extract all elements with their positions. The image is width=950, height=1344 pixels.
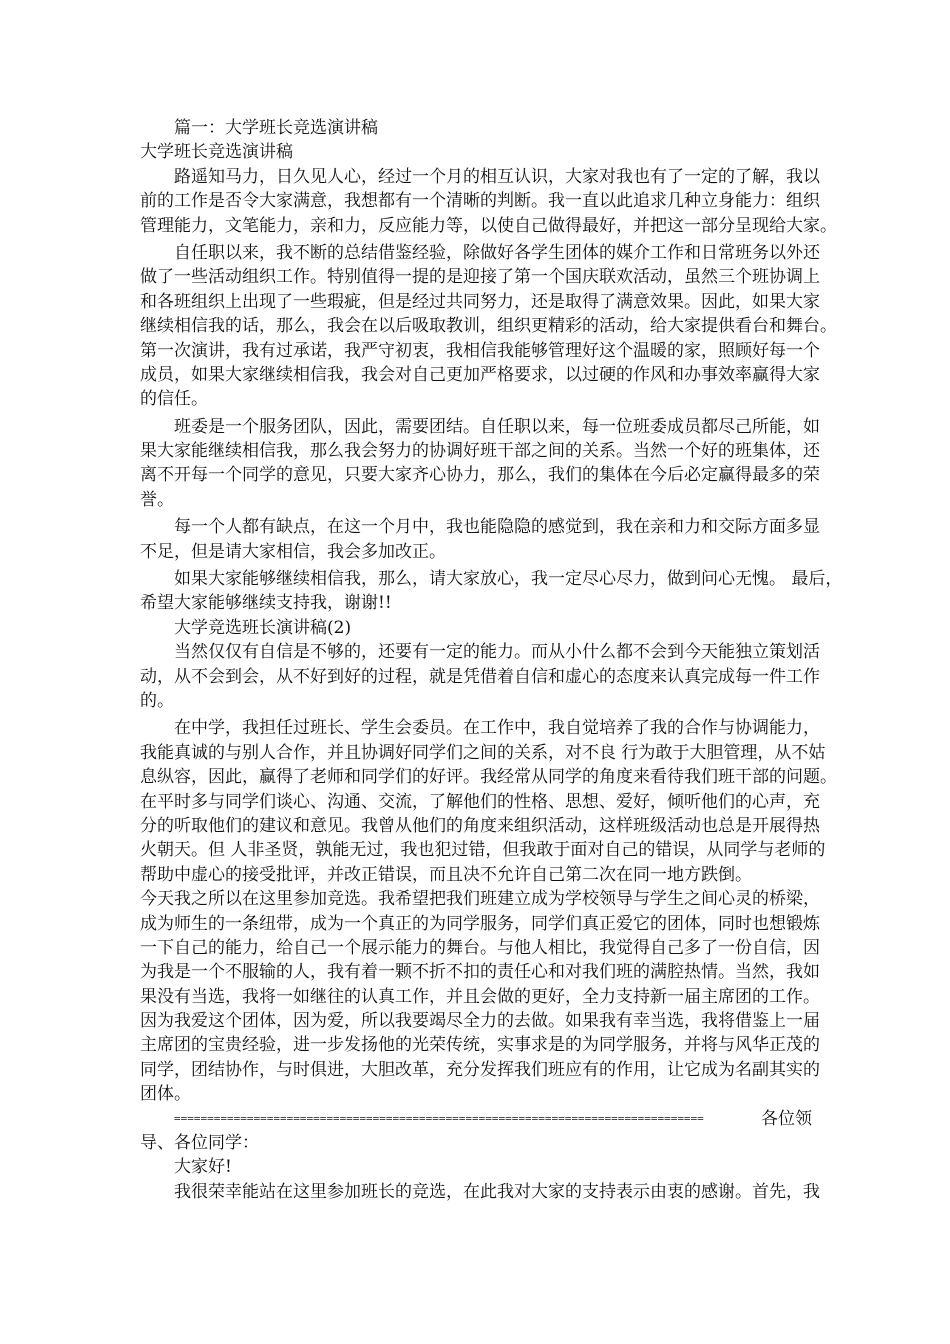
paragraph-line: 主席团的宝贵经验，进一步发扬他的光荣传统，实事求是的为同学服务，并将与风华正茂的: [140, 1035, 820, 1056]
paragraph-line: 的信任。: [140, 389, 208, 410]
paragraph-line: 为我是一个不服输的人，我有着一颗不折不扣的责任心和对我们班的满腔热情。当然，我如: [140, 962, 820, 983]
speech-title-2: 大学竞选班长演讲稿(2): [174, 617, 352, 638]
paragraph-line: 不足，但是请大家相信，我会多加改正。: [140, 541, 446, 562]
paragraph-line: 在平时多与同学们谈心、沟通、交流，了解他们的性格、思想、爱好，倾听他们的心声，充: [140, 791, 820, 812]
paragraph-line: 管理能力，文笔能力，亲和力，反应能力等，以使自己做得最好，并把这一部分呈现给大家。: [140, 215, 837, 236]
paragraph-line: 的。: [140, 690, 174, 711]
paragraph-line: 动，从不会到会，从不好到好的过程，就是凭借着自信和虚心的态度来认真完成每一件工作: [140, 666, 820, 687]
speech-title: 大学班长竞选演讲稿: [140, 142, 293, 163]
paragraph-line: 和各班组织上出现了一些瑕疵，但是经过共同努力，还是取得了满意效果。因此，如果大家: [140, 291, 820, 312]
paragraph-line: 导、各位同学：: [140, 1133, 259, 1154]
paragraph-line: 希望大家能够继续支持我，谢谢!!: [140, 593, 392, 614]
paragraph-line: 帮助中虚心的接受批评，并改正错误，而且决不允许自己第二次在同一地方跌倒。: [140, 864, 752, 885]
paragraph-line: 离不开每一个同学的意见，只要大家齐心协力，那么，我们的集体在今后必定赢得最多的荣: [140, 465, 820, 486]
paragraph-line: 成为师生的一条纽带，成为一个真正的为同学服务，同学们真正爱它的团体，同时也想锻炼: [140, 913, 820, 934]
paragraph-line: 息纵容，因此，赢得了老师和同学们的好评。我经常从同学的角度来看待我们班干部的问题。: [140, 767, 837, 788]
paragraph-line: 成员，如果大家继续相信我，我会对自己更加严格要求，以过硬的作风和办事效率赢得大家: [140, 364, 820, 385]
paragraph-line: 前的工作是否令大家满意，我想都有一个清晰的判断。我一直以此追求几种立身能力：组织: [140, 191, 820, 212]
paragraph-line: 自任职以来，我不断的总结借鉴经验，除做好各学生团体的媒介工作和日常班务以外还: [174, 242, 820, 263]
paragraph-line: 果大家能继续相信我，那么我会努力的协调好班干部之间的关系。当然一个好的班集体，还: [140, 441, 820, 462]
paragraph-line: 大家好!: [174, 1157, 232, 1178]
paragraph-line: 班委是一个服务团队，因此，需要团结。自任职以来，每一位班委成员都尽己所能，如: [174, 416, 820, 437]
paragraph-line: 路遥知马力，日久见人心，经过一个月的相互认识，大家对我也有了一定的了解，我以: [174, 166, 820, 187]
paragraph-line: 同学，团结协作，与时俱进，大胆改革，充分发挥我们班应有的作用，让它成为名副其实的: [140, 1059, 820, 1080]
paragraph-line: 果没有当选，我将一如继往的认真工作，并且会做的更好，全力支持新一届主席团的工作。: [140, 986, 820, 1007]
paragraph-line: 因为我爱这个团体，因为爱，所以我要竭尽全力的去做。如果我有幸当选，我将借鉴上一届: [140, 1011, 820, 1032]
separator-row: [140, 1107, 812, 1131]
section-heading: 篇一：大学班长竞选演讲稿: [174, 118, 378, 138]
paragraph-line: 在中学，我担任过班长、学生会委员。在工作中，我自觉培养了我的合作与协调能力，: [174, 718, 820, 739]
paragraph-line: 分的听取他们的建议和意见。我曾从他们的角度来组织活动，这样班级活动也总是开展得热: [140, 815, 820, 836]
paragraph-line: 如果大家能够继续相信我，那么，请大家放心，我一定尽心尽力，做到问心无愧。 最后，: [174, 569, 843, 590]
paragraph-line: 第一次演讲，我有过承诺，我严守初衷，我相信我能够管理好这个温暖的家，照顾好每一个: [140, 340, 820, 361]
separator-rule: ================================================================================: [174, 1111, 704, 1125]
paragraph-line: 一下自己的能力，给自己一个展示能力的舞台。与他人相比，我觉得自己多了一份自信，因: [140, 937, 820, 958]
paragraph-line: 做了一些活动组织工作。特别值得一提的是迎接了第一个国庆联欢活动，虽然三个班协调上: [140, 267, 820, 288]
paragraph-line: 我很荣幸能站在这里参加班长的竞选，在此我对大家的支持表示由衷的感谢。首先，我: [174, 1181, 820, 1202]
paragraph-line: 每一个人都有缺点，在这一个月中，我也能隐隐的感觉到，我在亲和力和交际方面多显: [174, 517, 820, 538]
paragraph-line: 团体。: [140, 1084, 191, 1105]
paragraph-line: 我能真诚的与别人合作，并且协调好同学们之间的关系，对不良 行为敢于大胆管理，从不姑: [140, 742, 826, 763]
paragraph-line: 誉。: [140, 489, 174, 510]
paragraph-line: 今天我之所以在这里参加竞选。我希望把我们班建立成为学校领导与学生之间心灵的桥梁，: [140, 889, 820, 910]
paragraph-line: 继续相信我的话，那么，我会在以后吸取教训，组织更精彩的活动，给大家提供看台和舞台。: [140, 316, 837, 337]
paragraph-line: 当然仅仅有自信是不够的，还要有一定的能力。而从小什么都不会到今天能独立策划活: [174, 642, 820, 663]
greeting-start: 各位领: [761, 1108, 812, 1129]
paragraph-line: 火朝天。但 人非圣贤，孰能无过，我也犯过错，但我敢于面对自己的错误，从同学与老师的: [140, 840, 826, 861]
document-body: [140, 116, 843, 1204]
